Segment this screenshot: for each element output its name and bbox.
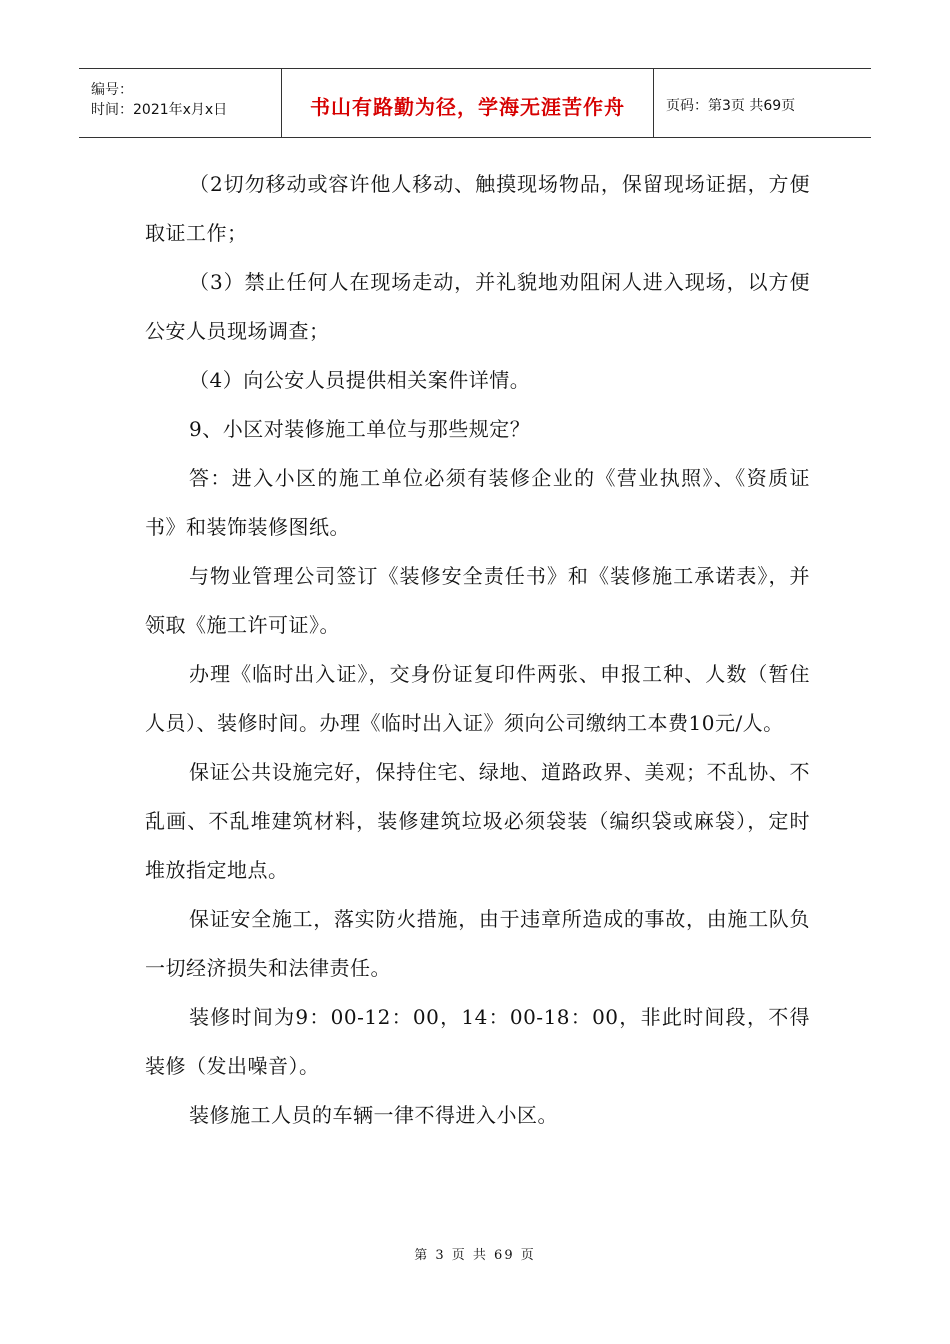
document-number-label: 编号：: [91, 82, 133, 98]
document-body: [145, 160, 810, 1140]
paragraph: （3）禁止任何人在现场走动，并礼貌地劝阻闲人进入现场，以方便公安人员现场调查；: [145, 270, 810, 343]
paragraph: 装修时间为9：00-12：00，14：00-18：00，非此时间段，不得装修（发出噪音）。: [145, 1005, 810, 1078]
page-footer: 第 3 页 共 69 页: [414, 1248, 536, 1263]
paragraph: 办理《临时出入证》，交身份证复印件两张、申报工种、人数（暂住人员）、装修时间。办理《临时出入证》须向公司缴纳工本费10元/人。: [145, 662, 810, 735]
paragraph: 保证安全施工，落实防火措施，由于违章所造成的事故，由施工队负一切经济损失和法律责任。: [145, 907, 810, 980]
header-motto-cell: [282, 69, 654, 137]
paragraph: 保证公共设施完好，保持住宅、绿地、道路政界、美观；不乱协、不乱画、不乱堆建筑材料，装修建筑垃圾必须袋装（编织袋或麻袋），定时堆放指定地点。: [145, 760, 810, 882]
paragraph: 答：进入小区的施工单位必须有装修企业的《营业执照》、《资质证书》和装饰装修图纸。: [145, 466, 810, 539]
paragraph: 与物业管理公司签订《装修安全责任书》和《装修施工承诺表》，并领取《施工许可证》。: [145, 564, 810, 637]
paragraph: （4）向公安人员提供相关案件详情。: [189, 368, 531, 392]
paragraph: （2切勿移动或容许他人移动、触摸现场物品，保留现场证据，方便取证工作；: [145, 172, 810, 245]
question-heading: 9、小区对装修施工单位与那些规定？: [189, 417, 531, 441]
paragraph: 装修施工人员的车辆一律不得进入小区。: [189, 1103, 558, 1127]
page-header: [79, 68, 871, 138]
header-motto: 书山有路勤为径，学海无涯苦作舟: [310, 94, 625, 119]
document-time: 时间：2021年x月x日: [91, 102, 228, 118]
header-meta: [79, 69, 282, 137]
header-page-info: 页码：第3页 共69页: [666, 98, 796, 114]
